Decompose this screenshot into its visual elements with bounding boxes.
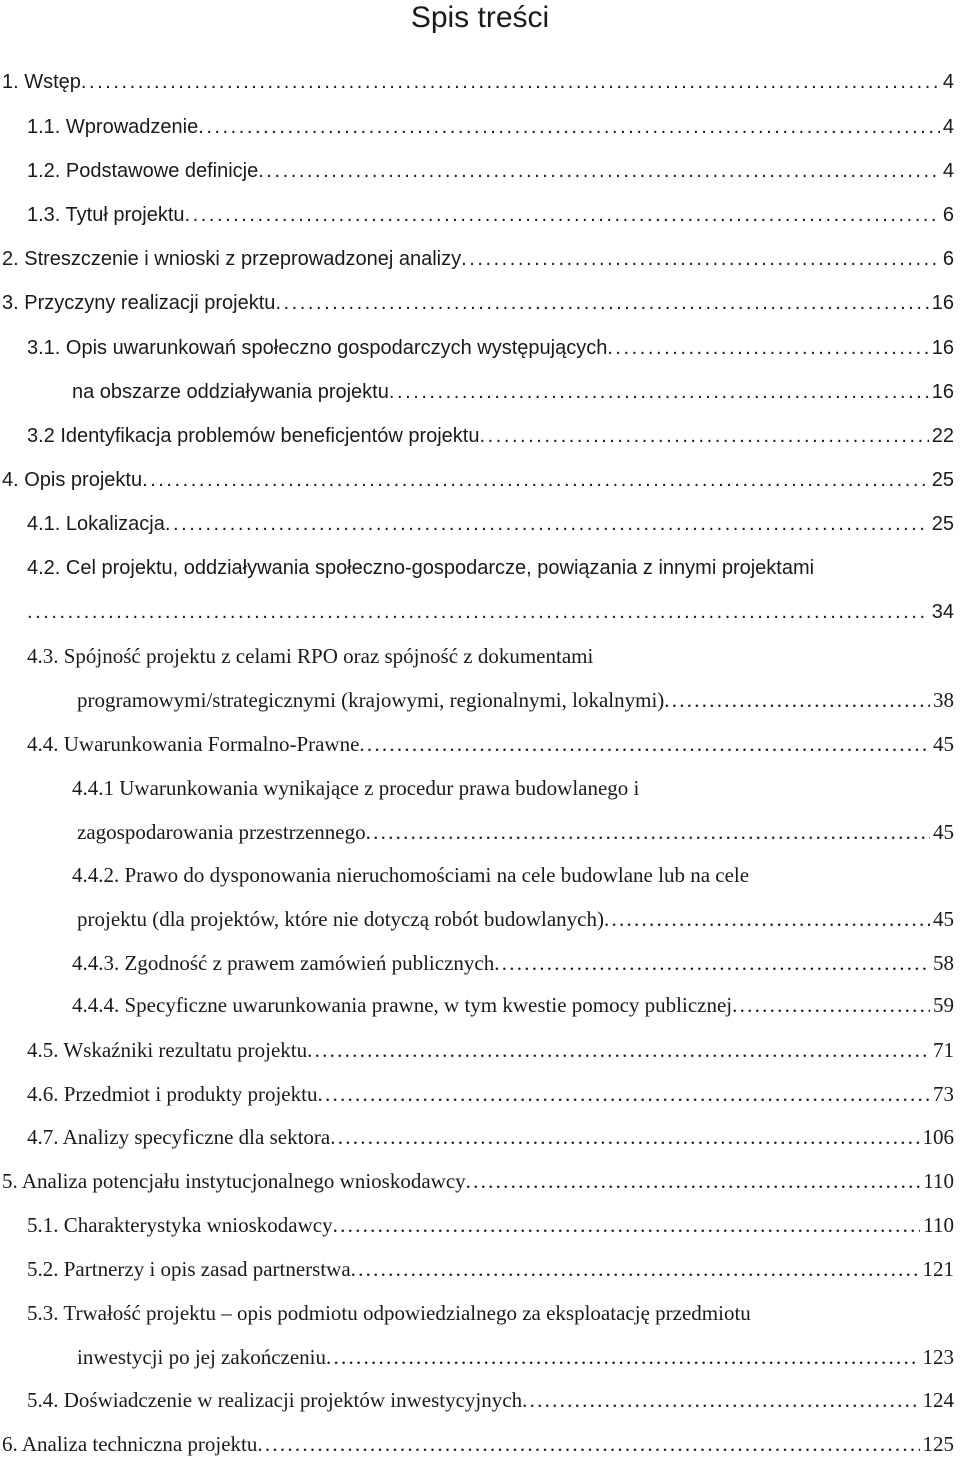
toc-entry-heading[interactable]: 4.3. Spójność projektu z celami RPO oraz spójność z dokumentami (27, 644, 594, 668)
toc-entry-label: 1.2. Podstawowe definicje (27, 160, 259, 182)
toc-entry-label: 5.4. Doświadczenie w realizacji projektów inwestycyjnych (27, 1388, 523, 1412)
toc-entry-page: 6 (942, 248, 954, 270)
toc-entry-page: 4 (942, 116, 954, 138)
leader-dots (732, 990, 930, 1020)
leader-dots (466, 1166, 921, 1196)
toc-entry[interactable] (27, 509, 954, 539)
toc-entry-label: programowymi/strategicznymi (krajowymi, regionalnymi, lokalnymi) (77, 688, 665, 712)
toc-entry-page: 45 (933, 907, 954, 931)
toc-entry[interactable] (27, 1079, 954, 1109)
toc-entry[interactable] (27, 112, 954, 142)
toc-entry-page: 110 (923, 1213, 954, 1237)
toc-entry-page: 6 (942, 204, 954, 226)
toc-entry-label: 4.4.4. Specyficzne uwarunkowania prawne, w tym kwestie pomocy publicznej (72, 993, 733, 1017)
toc-entry-page: 125 (922, 1432, 954, 1456)
toc-entry[interactable] (27, 1035, 954, 1065)
toc-entry-label: 4.7. Analizy specyficzne dla sektora (27, 1125, 331, 1149)
toc-entry[interactable] (27, 1210, 954, 1240)
toc-entry-page: 73 (933, 1082, 954, 1106)
toc-entry-page: 59 (933, 993, 954, 1017)
toc-entry[interactable] (2, 288, 954, 318)
toc-entry[interactable] (27, 156, 954, 186)
toc-entry-page: 16 (931, 337, 954, 359)
leader-dots (330, 1122, 919, 1152)
leader-dots (607, 333, 928, 363)
toc-entry[interactable] (77, 904, 954, 934)
toc-entry-label: 4.4. Uwarunkowania Formalno-Prawne (27, 732, 360, 756)
toc-entry[interactable] (27, 1254, 954, 1284)
toc-entry-page: 16 (931, 381, 954, 403)
leader-dots (185, 200, 940, 230)
leader-dots (275, 288, 928, 318)
toc-entry-page: 106 (922, 1125, 954, 1149)
toc-entry-label: 3.2 Identyfikacja problemów beneficjentów projektu (27, 425, 480, 447)
toc-entry[interactable] (72, 377, 954, 407)
toc-entry-page: 25 (931, 469, 954, 491)
leader-dots (366, 817, 930, 847)
toc-entry[interactable] (77, 817, 954, 847)
toc-entry[interactable] (27, 200, 954, 230)
leader-dots (142, 465, 929, 495)
toc-entry[interactable] (27, 421, 954, 451)
toc-entry-page: 124 (922, 1388, 954, 1412)
toc-entry[interactable] (27, 1385, 954, 1415)
toc-entry-heading[interactable]: 4.4.1 Uwarunkowania wynikające z procedur prawa budowlanego i (72, 776, 640, 800)
leader-dots (351, 1254, 920, 1284)
leader-dots (479, 421, 928, 451)
toc-entry[interactable] (72, 948, 954, 978)
toc-entry-heading[interactable]: 5.3. Trwałość projektu – opis podmiotu odpowiedzialnego za eksploatację przedmiotu (27, 1301, 751, 1325)
toc-entry-heading[interactable]: 4.4.2. Prawo do dysponowania nieruchomościami na cele budowlane lub na cele (72, 863, 750, 887)
toc-entry-page: 16 (931, 292, 954, 314)
toc-entry-label: zagospodarowania przestrzennego (77, 820, 366, 844)
toc-entry-page: 25 (931, 513, 954, 535)
toc-entry-page: 38 (933, 688, 954, 712)
toc-entry-label: 4.6. Przedmiot i produkty projektu (27, 1082, 318, 1106)
toc-entry[interactable] (27, 333, 954, 363)
toc-entry[interactable] (2, 1429, 954, 1459)
toc-entry-page: 110 (923, 1169, 954, 1193)
leader-dots (664, 685, 930, 715)
toc-entry-label: 1. Wstęp (2, 71, 81, 93)
leader-dots (257, 1429, 919, 1459)
toc-entry-page: 4 (942, 71, 954, 93)
leader-dots (522, 1385, 919, 1415)
toc-entry-label: na obszarze oddziaływania projektu (72, 381, 389, 403)
toc-entry[interactable] (2, 244, 954, 274)
toc-entry-label: 5.2. Partnerzy i opis zasad partnerstwa (27, 1257, 351, 1281)
toc-entry-label: inwestycji po jej zakończeniu (77, 1345, 326, 1369)
leader-dots (461, 244, 940, 274)
leader-dots (307, 1035, 930, 1065)
toc-entry-page: 123 (922, 1345, 954, 1369)
toc-entry[interactable] (2, 1166, 954, 1196)
leader-dots (333, 1210, 921, 1240)
toc-entry-page: 34 (931, 601, 954, 623)
toc-entry-label: 1.1. Wprowadzenie (27, 116, 199, 138)
toc-entry-page: 121 (922, 1257, 954, 1281)
toc-entry-page: 71 (933, 1038, 954, 1062)
toc-entry-label: 4.1. Lokalizacja (27, 513, 165, 535)
toc-entry-label: 5. Analiza potencjału instytucjonalnego wnioskodawcy (2, 1169, 466, 1193)
toc-entry[interactable] (27, 1122, 954, 1152)
leader-dots (359, 729, 930, 759)
toc-entry-page: 22 (931, 425, 954, 447)
toc-entry-label: projektu (dla projektów, które nie dotyczą robót budowlanych) (77, 907, 604, 931)
toc-entry-label: 4. Opis projektu (2, 469, 143, 491)
toc-entry-page: 45 (933, 820, 954, 844)
toc-entry-label: 3. Przyczyny realizacji projektu (2, 292, 276, 314)
toc-entry[interactable] (2, 465, 954, 495)
leader-dots (258, 156, 940, 186)
toc-entry-label: 4.5. Wskaźniki rezultatu projektu (27, 1038, 308, 1062)
toc-entry[interactable] (27, 729, 954, 759)
leader-dots (494, 948, 930, 978)
leader-dots (198, 112, 940, 142)
toc-entry-page: 45 (933, 732, 954, 756)
toc-entry[interactable] (77, 685, 954, 715)
toc-entry-page: 58 (933, 951, 954, 975)
leader-dots (317, 1079, 930, 1109)
leader-dots (604, 904, 930, 934)
toc-entry-label: 1.3. Tytuł projektu (27, 204, 185, 226)
toc-entry[interactable] (77, 1342, 954, 1372)
leader-dots (27, 597, 929, 627)
page-title: Spis treści (410, 1, 550, 34)
toc-entry[interactable] (27, 597, 954, 627)
toc-entry-label: 4.4.3. Zgodność z prawem zamówień publicznych (72, 951, 495, 975)
toc-entry-page: 4 (942, 160, 954, 182)
toc-entry-label: 6. Analiza techniczna projektu (2, 1432, 258, 1456)
toc-entry-label: 3.1. Opis uwarunkowań społeczno gospodarczych występujących (27, 337, 608, 359)
toc-entry-heading[interactable]: 4.2. Cel projektu, oddziaływania społeczno-gospodarcze, powiązania z innymi projektami (27, 557, 815, 579)
toc-entry-label: 5.1. Charakterystyka wnioskodawcy (27, 1213, 333, 1237)
leader-dots (81, 67, 940, 97)
toc-entry-label: 2. Streszczenie i wnioski z przeprowadzonej analizy (2, 248, 462, 270)
toc-entry[interactable] (2, 67, 954, 97)
leader-dots (165, 509, 929, 539)
leader-dots (389, 377, 929, 407)
toc-entry[interactable] (72, 990, 954, 1020)
leader-dots (326, 1342, 920, 1372)
